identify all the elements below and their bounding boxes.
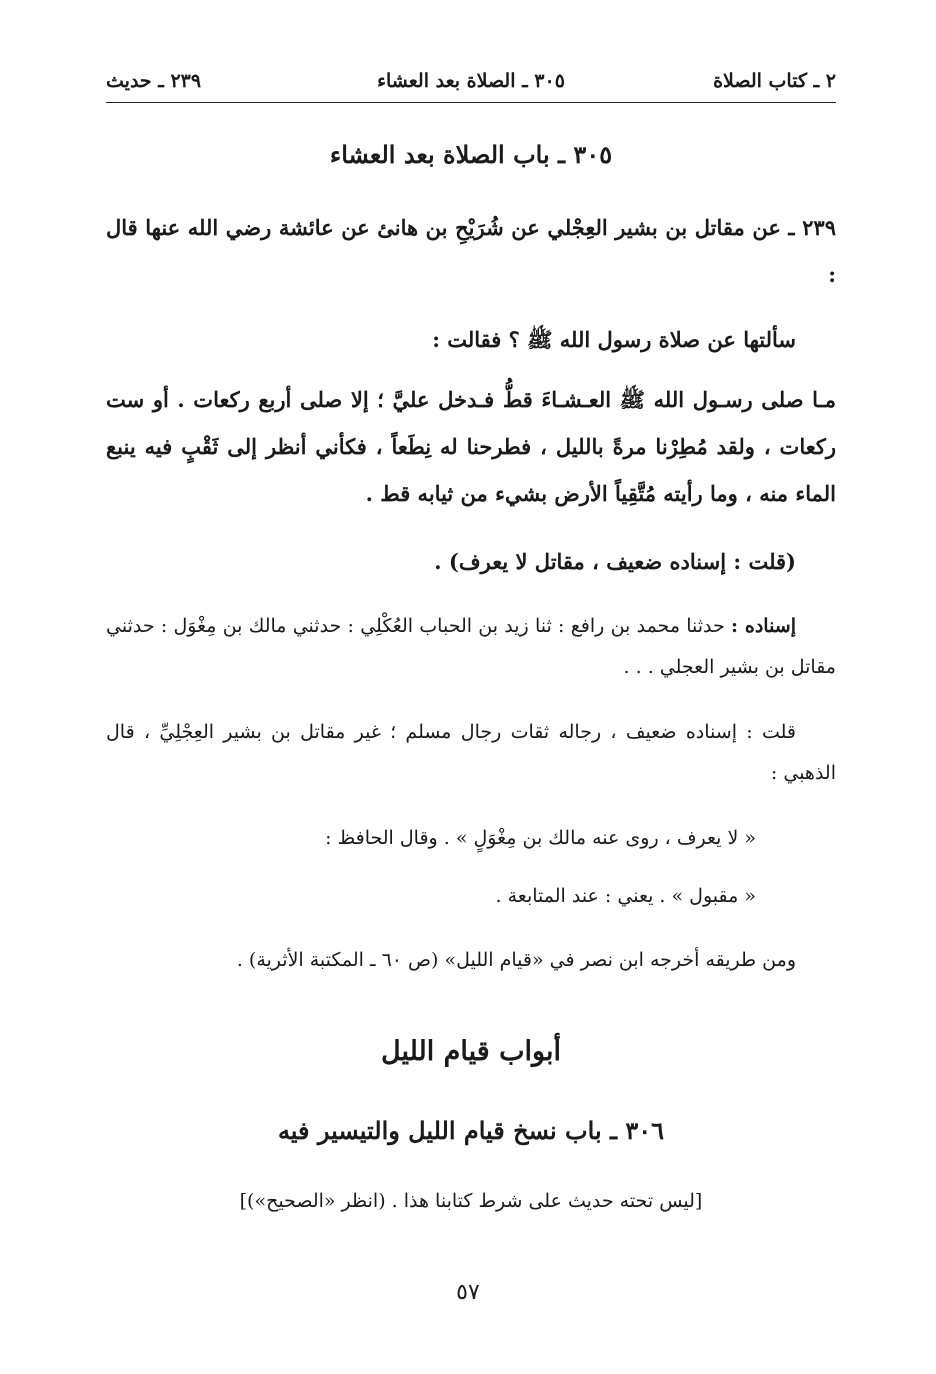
isnad-label: إسناده : bbox=[731, 615, 797, 637]
hadith-isnad: ٢٣٩ ـ عن مقاتل بن بشير العِجْلي عن شُرَيْحِ بن هانئ عن عائشة رضي الله عنها قال : bbox=[106, 215, 836, 287]
chapter-title: أبواب قيام الليل bbox=[381, 1036, 561, 1067]
isnad-commentary bbox=[106, 606, 836, 688]
hafiz-quote: « مقبول » . يعني : عند المتابعة . bbox=[495, 885, 756, 907]
section-305-title: ٣٠٥ ـ باب الصلاة بعد العشاء bbox=[329, 140, 613, 169]
header-hadith-number: ٢٣٩ ـ حديث bbox=[106, 70, 202, 92]
hadith-grading-note: (قلت : إسناده ضعيف ، مقاتل لا يعرف) . bbox=[434, 549, 796, 574]
section-306-title: ٣٠٦ ـ باب نسخ قيام الليل والتيسير فيه bbox=[277, 1116, 665, 1145]
dhahabi-quote: « لا يعرف ، روى عنه مالك بن مِغْوَلٍ » . وقال الحافظ : bbox=[325, 827, 756, 849]
header-chapter-title: ٣٠٥ ـ الصلاة بعد العشاء bbox=[377, 70, 565, 92]
hadith-question: سألتها عن صلاة رسول الله ﷺ ؟ فقالت : bbox=[432, 327, 796, 352]
takhrij-text: ومن طريقه أخرجه ابن نصر في «قيام الليل» (ص ٦٠ ـ المكتبة الأثرية) . bbox=[236, 949, 796, 971]
hadith-matn: مـا صلى رسـول الله ﷺ العـشـاءَ قطُّ فـدخل عليَّ ؛ إلا صلى أربع ركعات . أو ست ركعات ، ولقد مُطِرْنا مرةً بالليل ، فطرحنا له نِطَعاً ، فكأني أنظر إلى ثَقْبٍ فيه ينبع الماء منه ، وما رأيته مُتَّقِياً الأرض بشيء من ثيابه قط . bbox=[106, 387, 836, 506]
qultu-commentary: قلت : إسناده ضعيف ، رجاله ثقات رجال مسلم ؛ غير مقاتل بن بشير العِجْلِيِّ ، قال الذهبي : bbox=[106, 721, 836, 784]
running-header bbox=[106, 62, 836, 103]
header-book-title: ٢ ـ كتاب الصلاة bbox=[713, 70, 836, 92]
page-number: ٥٧ bbox=[456, 1280, 480, 1305]
section-306-note: [ليس تحته حديث على شرط كتابنا هذا . (انظر «الصحيح»)] bbox=[239, 1190, 703, 1212]
isnad-text: حدثنا محمد بن رافع : ثنا زيد بن الحباب العُكْلِي : حدثني مالك بن مِغْوَل : حدثني مقاتل بن بشير العجلي . . . bbox=[106, 615, 836, 678]
